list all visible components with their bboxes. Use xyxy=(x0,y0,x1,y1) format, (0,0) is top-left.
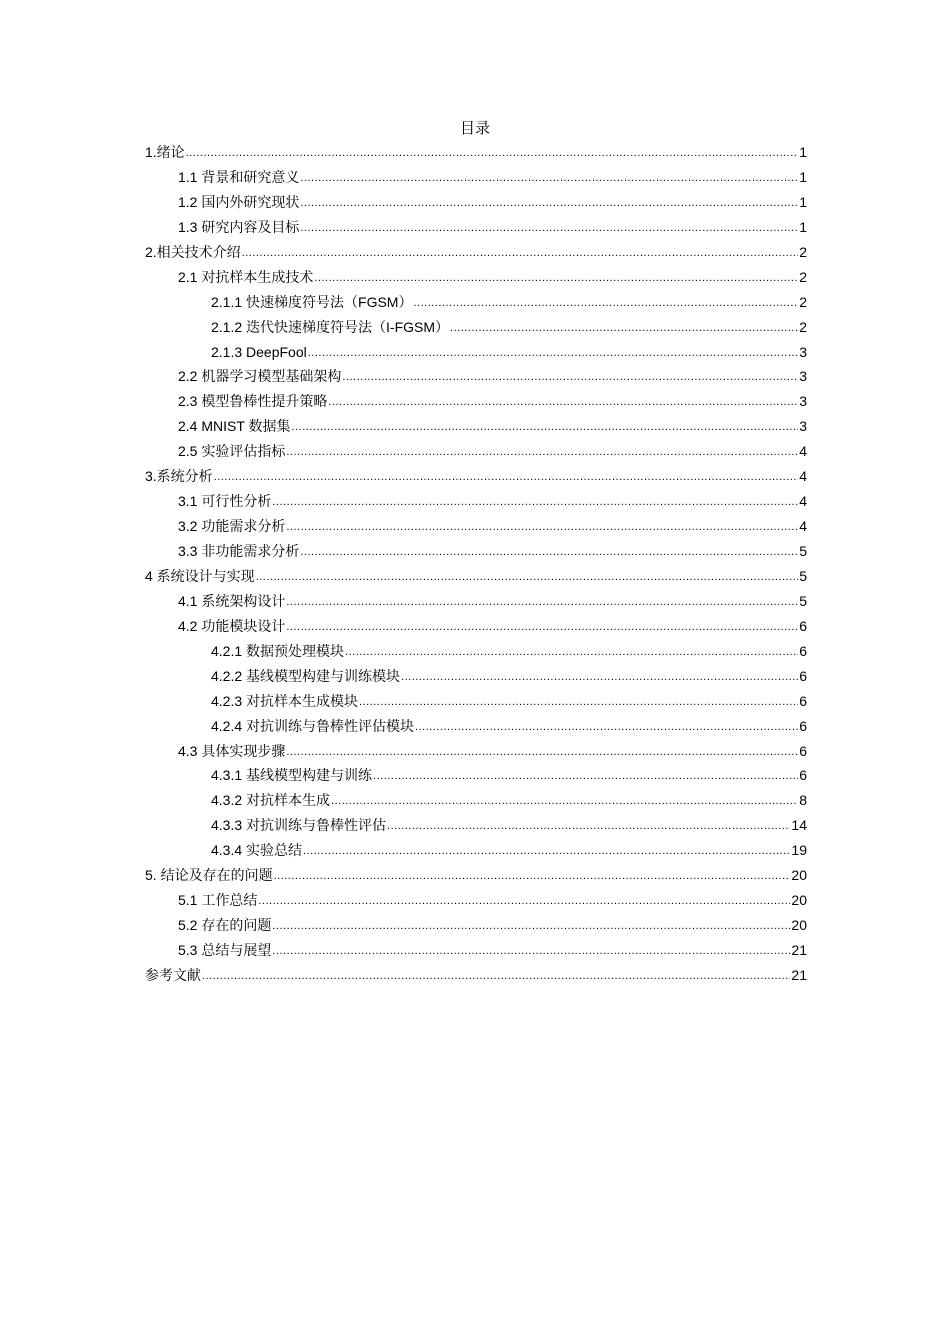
toc-page-number: 4 xyxy=(799,468,807,485)
toc-dot-leader xyxy=(300,216,798,238)
toc-dot-leader xyxy=(256,565,799,587)
toc-entry[interactable] xyxy=(145,840,807,865)
toc-page-number: 6 xyxy=(799,742,807,759)
toc-entry-text: 2.1.1 快速梯度符号法（FGSM） xyxy=(211,293,413,310)
toc-entry-text: 3.2 功能需求分析 xyxy=(178,518,286,535)
toc-page-number: 1 xyxy=(799,144,807,160)
toc-entry-text: 参考文献 xyxy=(145,966,201,983)
toc-entry[interactable] xyxy=(145,741,807,766)
toc-page-number: 1 xyxy=(799,168,807,185)
toc-dot-leader xyxy=(272,939,790,961)
toc-page-number: 2 xyxy=(799,318,807,335)
toc-dot-leader xyxy=(415,715,798,737)
toc-entry-text: 5. 结论及存在的问题 xyxy=(145,867,273,884)
toc-entry-text: 2.3 模型鲁棒性提升策略 xyxy=(178,393,328,410)
toc-entry[interactable] xyxy=(145,416,807,441)
toc-dot-leader xyxy=(214,465,799,487)
toc-page-number: 6 xyxy=(799,717,807,734)
toc-page-number: 6 xyxy=(799,767,807,784)
toc-dot-leader xyxy=(328,390,798,412)
toc-page-number: 2 xyxy=(799,268,807,285)
toc-dot-leader xyxy=(300,191,798,213)
toc-entry[interactable] xyxy=(145,142,807,167)
toc-dot-leader xyxy=(300,166,798,188)
toc-entry-text: 4.2 功能模块设计 xyxy=(178,617,286,634)
toc-page-number: 14 xyxy=(791,817,807,834)
toc-dot-leader xyxy=(202,964,790,986)
toc-entry[interactable] xyxy=(145,292,807,317)
toc-entry[interactable] xyxy=(145,566,807,591)
toc-entry[interactable] xyxy=(145,765,807,790)
toc-entry[interactable] xyxy=(145,366,807,391)
toc-entry[interactable] xyxy=(145,965,807,990)
toc-entry[interactable] xyxy=(145,666,807,691)
toc-entry-text: 2.1 对抗样本生成技术 xyxy=(178,268,314,285)
toc-page-number: 3 xyxy=(799,418,807,435)
toc-entry[interactable] xyxy=(145,192,807,217)
toc-page-number: 6 xyxy=(799,667,807,684)
toc-page-number: 3 xyxy=(799,343,807,360)
toc-dot-leader xyxy=(286,590,798,612)
toc-page-number: 2 xyxy=(799,293,807,310)
toc-dot-leader xyxy=(314,266,798,288)
toc-entry[interactable] xyxy=(145,242,807,267)
toc-entry[interactable] xyxy=(145,441,807,466)
toc-entry-text: 5.2 存在的问题 xyxy=(178,917,272,934)
toc-entry-text: 1.1 背景和研究意义 xyxy=(178,168,300,185)
toc-entry[interactable] xyxy=(145,865,807,890)
toc-entry-text: 4.3.4 实验总结 xyxy=(211,842,303,859)
toc-page-number: 1 xyxy=(799,218,807,235)
toc-entry-text: 4.3.2 对抗样本生成 xyxy=(211,792,331,809)
toc-page-number: 5 xyxy=(799,592,807,609)
toc-entry-text: 2.5 实验评估指标 xyxy=(178,443,286,460)
toc-entry-text: 2.1.2 迭代快速梯度符号法（I-FGSM） xyxy=(211,318,450,335)
toc-title: 目录 xyxy=(459,120,490,137)
toc-entry[interactable] xyxy=(145,317,807,342)
toc-dot-leader xyxy=(258,889,790,911)
toc-entry-text: 4.2.1 数据预处理模块 xyxy=(211,642,345,659)
toc-page-number: 21 xyxy=(791,966,807,983)
toc-page-number: 19 xyxy=(791,842,807,859)
toc-page-number: 20 xyxy=(791,892,807,909)
toc-dot-leader xyxy=(272,914,790,936)
toc-page-number: 20 xyxy=(791,917,807,934)
toc-entry-text: 4.3.1 基线模型构建与训练 xyxy=(211,767,373,784)
toc-page-number: 20 xyxy=(791,867,807,884)
toc-dot-leader xyxy=(274,864,791,886)
toc-entry-text: 2.2 机器学习模型基础架构 xyxy=(178,368,342,385)
toc-entry-text: 1.2 国内外研究现状 xyxy=(178,193,300,210)
toc-dot-leader xyxy=(303,839,790,861)
toc-dot-leader xyxy=(308,341,798,363)
toc-entry[interactable] xyxy=(145,716,807,741)
toc-dot-leader xyxy=(345,640,798,662)
toc-dot-leader xyxy=(342,365,798,387)
toc-entry[interactable] xyxy=(145,641,807,666)
toc-entry[interactable] xyxy=(145,940,807,965)
toc-entry-text: 4.2.2 基线模型构建与训练模块 xyxy=(211,667,401,684)
toc-page-number: 3 xyxy=(799,393,807,410)
toc-dot-leader xyxy=(450,316,798,338)
toc-entry-text: 4.3 具体实现步骤 xyxy=(178,742,286,759)
toc-dot-leader xyxy=(186,141,799,163)
toc-entry-text: 4 系统设计与实现 xyxy=(145,567,255,584)
table-of-contents xyxy=(145,142,807,990)
toc-entry[interactable] xyxy=(145,616,807,641)
toc-dot-leader xyxy=(286,740,798,762)
toc-page-number: 2 xyxy=(799,243,807,260)
toc-page-number: 4 xyxy=(799,493,807,510)
toc-dot-leader xyxy=(373,764,798,786)
toc-entry-text: 5.1 工作总结 xyxy=(178,892,258,909)
toc-entry[interactable] xyxy=(145,391,807,416)
toc-entry-text: 2.4 MNIST 数据集 xyxy=(178,418,291,435)
toc-dot-leader xyxy=(401,665,798,687)
toc-dot-leader xyxy=(359,690,798,712)
toc-page-number: 1 xyxy=(799,193,807,210)
toc-entry-text: 3.1 可行性分析 xyxy=(178,493,272,510)
toc-page-number: 4 xyxy=(799,443,807,460)
toc-entry-text: 2.1.3 DeepFool xyxy=(211,343,307,360)
toc-entry-text: 3.系统分析 xyxy=(145,468,213,485)
toc-entry[interactable] xyxy=(145,541,807,566)
toc-page-number: 5 xyxy=(799,567,807,584)
toc-entry-text: 4.2.3 对抗样本生成模块 xyxy=(211,692,359,709)
toc-page-number: 21 xyxy=(791,942,807,958)
toc-dot-leader xyxy=(413,291,798,313)
toc-entry-text: 2.相关技术介绍 xyxy=(145,243,241,260)
toc-page-number: 6 xyxy=(799,692,807,709)
toc-dot-leader xyxy=(331,789,798,811)
toc-entry[interactable] xyxy=(145,790,807,815)
toc-entry[interactable] xyxy=(145,217,807,242)
toc-entry-text: 4.3.3 对抗训练与鲁棒性评估 xyxy=(211,817,387,834)
toc-dot-leader xyxy=(286,615,798,637)
toc-entry-text: 4.2.4 对抗训练与鲁棒性评估模块 xyxy=(211,717,415,734)
toc-dot-leader xyxy=(242,241,799,263)
toc-entry-text: 5.3 总结与展望 xyxy=(178,942,272,958)
toc-entry-text: 1.绪论 xyxy=(145,144,185,160)
toc-entry[interactable] xyxy=(145,890,807,915)
toc-dot-leader xyxy=(286,515,798,537)
toc-page-number: 6 xyxy=(799,617,807,634)
toc-entry[interactable] xyxy=(145,815,807,840)
toc-entry[interactable] xyxy=(145,267,807,292)
toc-page-number: 4 xyxy=(799,518,807,535)
toc-entry[interactable] xyxy=(145,491,807,516)
toc-page-number: 6 xyxy=(799,642,807,659)
toc-page-number: 8 xyxy=(799,792,807,809)
toc-dot-leader xyxy=(272,490,798,512)
toc-entry-text: 1.3 研究内容及目标 xyxy=(178,218,300,235)
toc-page-number: 5 xyxy=(799,543,807,559)
toc-dot-leader xyxy=(292,415,799,437)
toc-entry[interactable] xyxy=(145,591,807,616)
toc-dot-leader xyxy=(300,540,798,562)
toc-entry[interactable] xyxy=(145,466,807,491)
toc-entry[interactable] xyxy=(145,342,807,367)
toc-dot-leader xyxy=(387,814,790,836)
toc-page-number: 3 xyxy=(799,368,807,385)
toc-entry[interactable] xyxy=(145,691,807,716)
toc-entry-text: 3.3 非功能需求分析 xyxy=(178,543,300,559)
toc-entry[interactable] xyxy=(145,516,807,541)
toc-entry[interactable] xyxy=(145,915,807,940)
toc-entry[interactable] xyxy=(145,167,807,192)
toc-entry-text: 4.1 系统架构设计 xyxy=(178,592,286,609)
toc-dot-leader xyxy=(286,440,798,462)
